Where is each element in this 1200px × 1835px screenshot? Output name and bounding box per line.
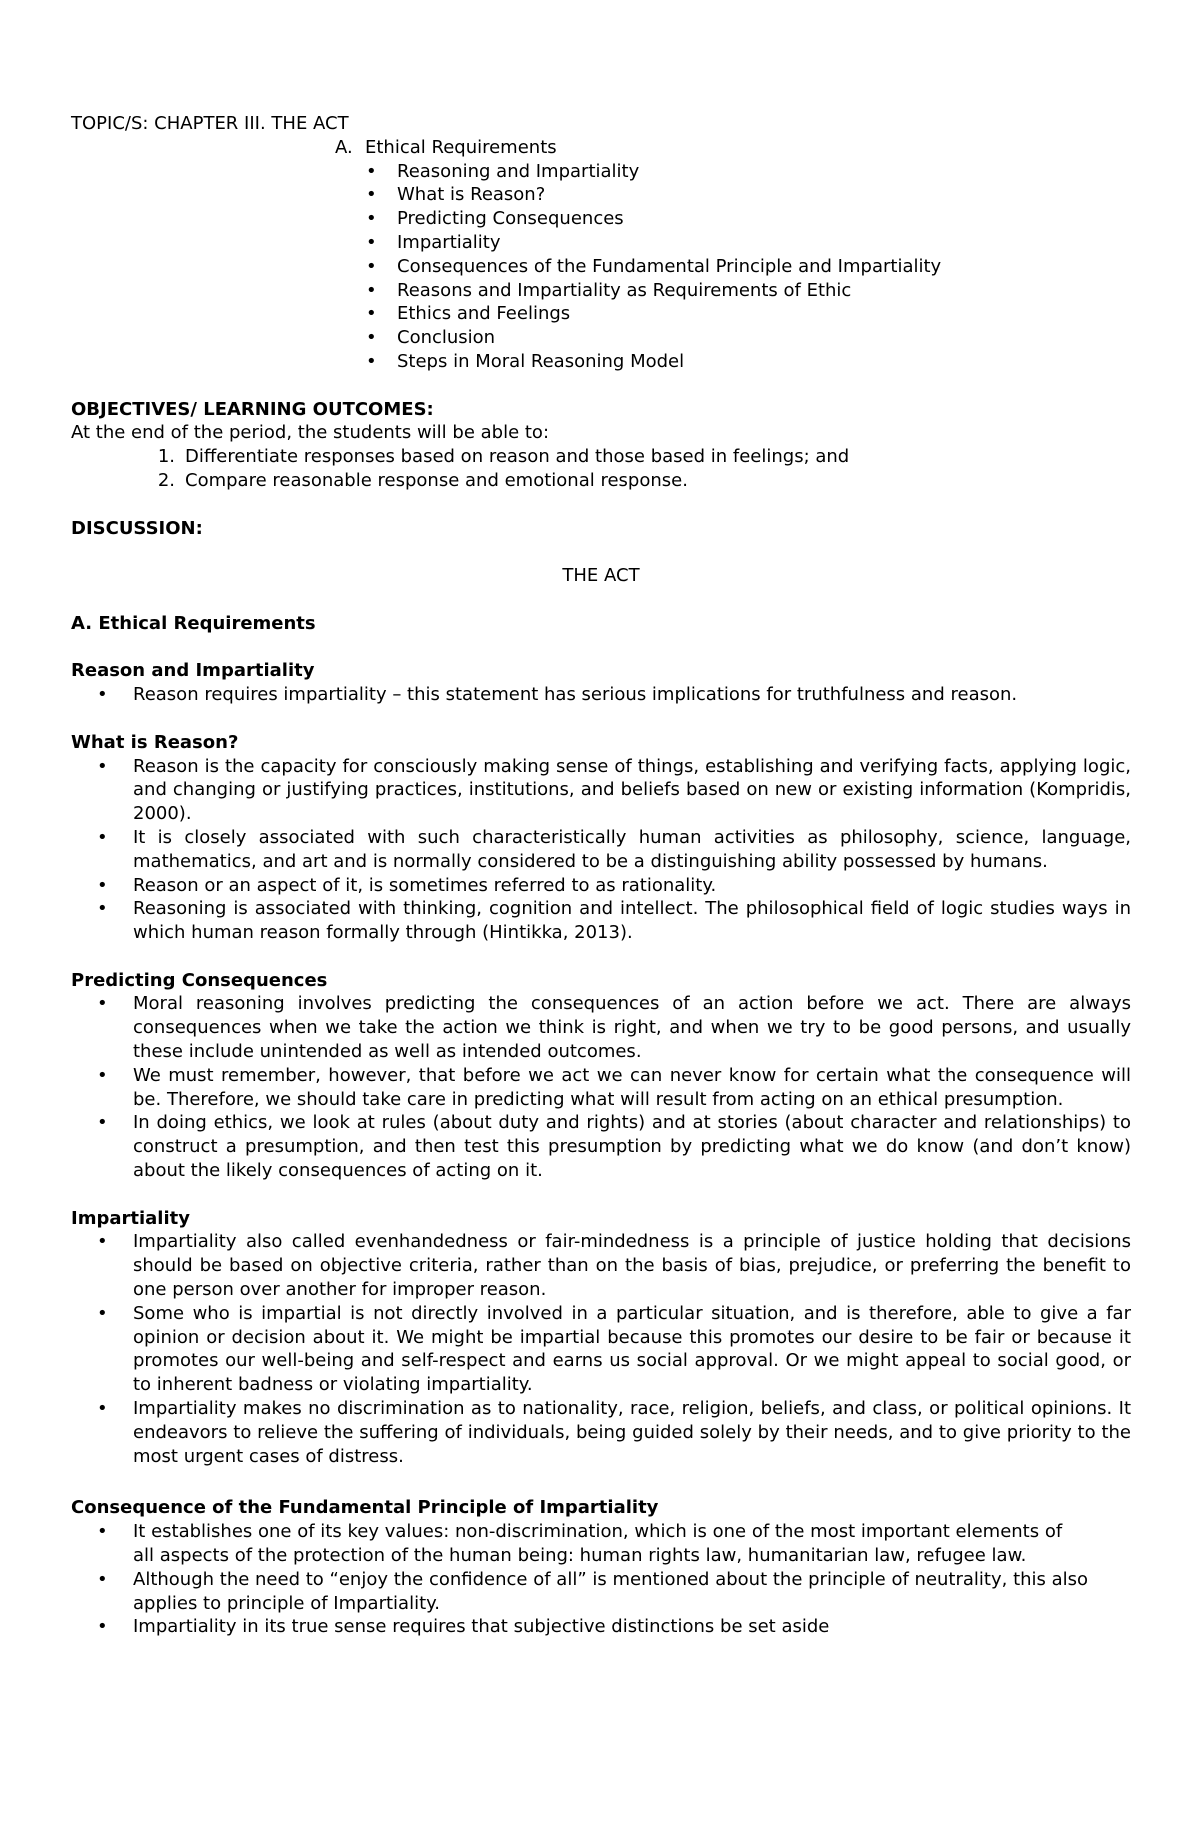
bullet-item [97,1064,1131,1112]
bullet-list [71,1230,1131,1468]
bullet-icon: • [97,1398,108,1420]
bullet-text: Moral reasoning involves predicting the consequences of an action before we act. There are always consequences when we take the action we think is right, and when we try to be good persons, and usually these include unintended as well as intended outcomes. [133,993,1131,1063]
topic-sub-letter: A. [335,136,353,158]
bullet-item [97,1230,1131,1301]
section-a-heading: A. Ethical Requirements [71,612,316,634]
document-page [71,112,1131,1639]
bullet-icon: • [97,874,108,896]
topic-heading: TOPIC/S: CHAPTER III. THE ACT [71,113,349,134]
bullet-item [97,1397,1131,1468]
discussion-title: THE ACT [562,565,640,587]
bullet-text: In doing ethics, we look at rules (about duty and rights) and at stories (about character and relationships) to construct a presumption, and then test this presumption by predicting what we do know (and don’t know) about the likely consequences of acting on it. [133,1112,1131,1182]
objective-text: Differentiate responses based on reason and those based in feelings; and [185,446,850,468]
bullet-list [71,1520,1131,1639]
bullet-text: Reasoning is associated with thinking, cognition and intellect. The philosophical field of logic studies ways in which human reason formally through (Hintikka, 2013). [133,898,1131,944]
bullet-item [97,1568,1131,1616]
bullet-list [71,683,1131,707]
objectives-heading: OBJECTIVES/ LEARNING OUTCOMES: [71,398,434,420]
topic-list-item: • Reasoning and Impartiality [366,160,1131,184]
bullet-text: Reason or an aspect of it, is sometimes referred to as rationality. [133,874,717,896]
bullet-item [97,897,1131,945]
bullet-item [97,1302,1131,1397]
topic-sub-title: Ethical Requirements [365,136,557,158]
bullet-item [97,1111,1131,1182]
bullet-text: It is closely associated with such characteristically human activities as philosophy, science, language, mathematics, and art and is normally considered to be a distinguishing ability possessed by humans. [133,826,1131,872]
bullet-icon: • [97,1064,108,1086]
bullet-text: It establishes one of its key values: non-discrimination, which is one of the most important elements of all aspects of the protection of the human being: human rights law, humanitarian law, refugee law. [133,1521,1063,1567]
bullet-text: Impartiality makes no discrimination as to nationality, race, religion, beliefs, and class, or political opinions. It endeavors to relieve the suffering of individuals, being guided solely by their needs, and to give priority to the most urgent cases of distress. [133,1398,1131,1467]
objectives-intro: At the end of the period, the students will be able to: [71,422,550,444]
bullet-item [97,755,1131,826]
bullet-icon: • [97,898,108,920]
bullet-text: Impartiality also called evenhandedness or fair-mindedness is a principle of justice holding that decisions should be based on objective criteria, rather than on the basis of bias, prejudice, or preferring the benefit to one person over another for improper reason. [133,1231,1131,1301]
objective-item [138,469,1131,493]
bullet-item [97,992,1131,1063]
bullet-text: We must remember, however, that before we act we can never know for certain what the consequence will be. Therefore, we should take care in predicting what will result from acting on an ethical presumption. [133,1064,1131,1110]
topic-list-item: • Consequences of the Fundamental Principle and Impartiality [366,255,1131,279]
topic-list-item: • Impartiality [366,231,1131,255]
bullet-icon: • [97,1568,108,1590]
bullet-icon: • [97,1231,108,1253]
section-heading-reason-impartiality: Reason and Impartiality [71,660,315,682]
topic-list-item: • Reasons and Impartiality as Requirements of Ethic [366,279,1131,303]
topic-list-item: • Ethics and Feelings [366,302,1131,326]
bullet-text: Although the need to “enjoy the confidence of all” is mentioned about the principle of neutrality, this also applies to principle of Impartiality. [133,1568,1089,1614]
bullet-item [97,1615,1131,1639]
bullet-item [97,826,1131,874]
topic-list-item: • Steps in Moral Reasoning Model [366,350,1131,374]
objectives-list [71,445,1131,493]
bullet-text: Reason is the capacity for consciously making sense of things, establishing and verifying facts, applying logic, and changing or justifying practices, institutions, and beliefs based on new or existing information (Kompridis, 2000). [133,755,1131,825]
objective-text: Compare reasonable response and emotional response. [185,469,688,491]
bullet-item [97,874,1131,898]
bullet-item [97,1520,1063,1568]
bullet-list [71,992,1131,1182]
topic-subheading [71,136,1131,160]
bullet-icon: • [97,826,108,848]
bullet-text: Some who is impartial is not directly involved in a particular situation, and is therefore, able to give a far opinion or decision about it. We might be impartial because this promotes our desire to be fair or because it promotes our well-being and self-respect and earns us social approval. Or we might appeal to social good, or to inherent badness or violating impartiality. [133,1302,1131,1396]
bullet-icon: • [97,1521,108,1543]
bullet-text: Reason requires impartiality – this statement has serious implications for truthfulness and reason. [133,684,1018,706]
section-heading-predicting-consequences: Predicting Consequences [71,969,328,991]
bullet-icon: • [97,755,108,777]
bullet-icon: • [97,1302,108,1324]
section-heading-impartiality: Impartiality [71,1207,190,1229]
topic-list-item: • What is Reason? [366,183,1131,207]
bullet-icon: • [97,1616,108,1638]
section-heading-fundamental-principle: Consequence of the Fundamental Principle of Impartiality [71,1497,659,1519]
discussion-heading: DISCUSSION: [71,517,203,539]
topic-list-item: • Conclusion [366,326,1131,350]
objective-number: 2. [157,469,175,491]
objective-item [138,445,1131,469]
bullet-item [97,683,1131,707]
section-heading-what-is-reason: What is Reason? [71,731,239,753]
topic-list-item: • Predicting Consequences [366,207,1131,231]
bullet-icon: • [97,1112,108,1134]
bullet-icon: • [97,993,108,1015]
topic-list [71,160,1131,374]
bullet-text: Impartiality in its true sense requires that subjective distinctions be set aside [133,1616,830,1638]
bullet-icon: • [97,684,108,706]
bullet-list [71,755,1131,945]
objective-number: 1. [157,446,175,468]
